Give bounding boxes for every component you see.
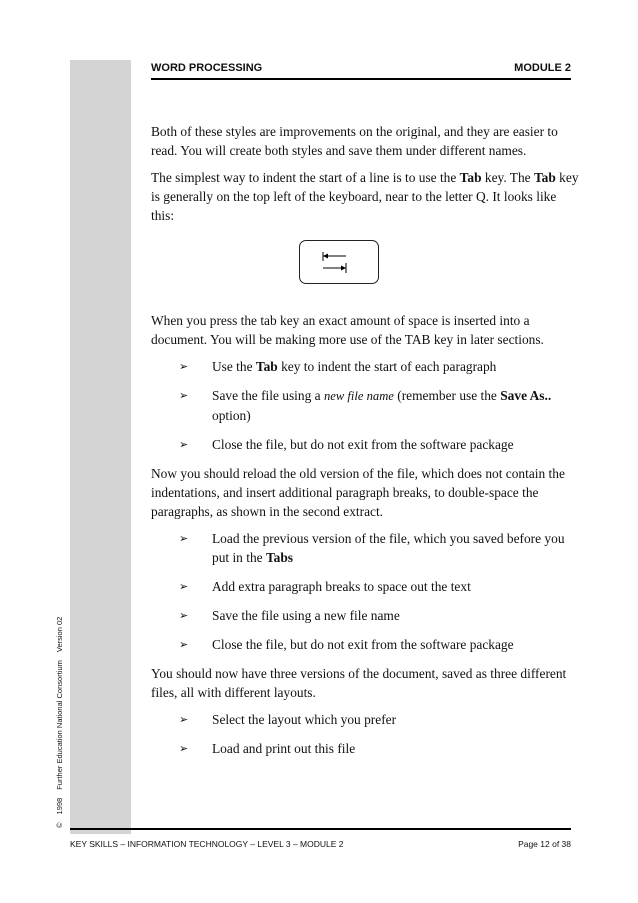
footer-page-number: Page 12 of 38 <box>518 839 571 849</box>
bullet-arrow-icon: ➢ <box>179 638 189 651</box>
bullet-arrow-icon: ➢ <box>179 580 189 593</box>
copyright-org: Further Education National Consortium <box>55 660 64 790</box>
copyright-year: 1998 <box>55 797 64 815</box>
tab-arrows-icon <box>322 250 356 274</box>
bullet-arrow-icon: ➢ <box>179 742 189 755</box>
paragraph-4: Now you should reload the old version of the file, which does not contain the indentations, and insert additional paragraph breaks, to double-space the paragraphs, as shown in the second extract. <box>151 466 565 519</box>
header-title: WORD PROCESSING <box>151 62 263 74</box>
list-item: ➢ Save the file using a new file name <box>179 608 400 623</box>
bullet-arrow-icon: ➢ <box>179 360 189 373</box>
list-item: ➢ Close the file, but do not exit from the software package <box>179 437 514 452</box>
bullet-arrow-icon: ➢ <box>179 609 189 622</box>
paragraph-2: The simplest way to indent the start of a line is to use the Tab key. The Tab key is generally on the top left of the keyboard, near to the letter Q. It looks like this: <box>151 170 579 223</box>
header-module: MODULE 2 <box>514 62 571 74</box>
list-item: ➢ Add extra paragraph breaks to space out the text <box>179 579 471 594</box>
page-body <box>151 122 581 768</box>
tab-key-illustration <box>299 240 379 284</box>
page-footer <box>70 828 571 850</box>
instruction-list-3 <box>151 710 581 758</box>
page-header <box>151 60 571 80</box>
list-item: ➢ Close the file, but do not exit from the software package <box>179 637 514 652</box>
list-item: ➢ Save the file using a new file name (remember use the Save As.. option) <box>179 388 552 423</box>
margin-band <box>70 60 131 834</box>
list-item: ➢ Load and print out this file <box>179 741 356 756</box>
copyright-sidebar-text <box>55 609 64 828</box>
footer-course: KEY SKILLS – INFORMATION TECHNOLOGY – LEVEL 3 – MODULE 2 <box>70 839 344 849</box>
list-item: ➢ Use the Tab key to indent the start of each paragraph <box>179 359 497 374</box>
paragraph-3: When you press the tab key an exact amount of space is inserted into a document. You will be making more use of the TAB key in later sections. <box>151 313 544 347</box>
list-item: ➢ Select the layout which you prefer <box>179 712 397 727</box>
bullet-arrow-icon: ➢ <box>179 389 189 402</box>
bullet-arrow-icon: ➢ <box>179 438 189 451</box>
bullet-arrow-icon: ➢ <box>179 713 189 726</box>
list-item: ➢ Load the previous version of the file, which you saved before you put in the Tabs <box>179 531 565 565</box>
instruction-list-1 <box>151 357 581 454</box>
instruction-list-2 <box>151 529 581 654</box>
paragraph-1: Both of these styles are improvements on the original, and they are easier to read. You will create both styles and save them under different names. <box>151 124 558 158</box>
copyright-symbol: © <box>55 822 64 828</box>
paragraph-5: You should now have three versions of the document, saved as three different files, all with different layouts. <box>151 666 567 700</box>
copyright-version: Version 02 <box>55 616 64 653</box>
bullet-arrow-icon: ➢ <box>179 532 189 545</box>
